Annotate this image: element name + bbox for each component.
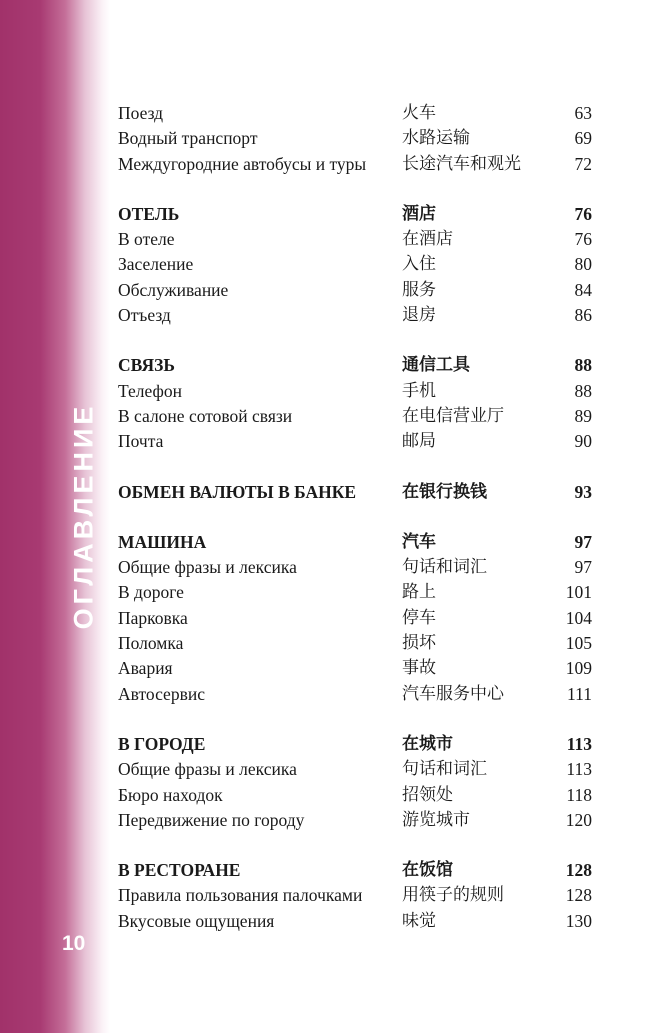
toc-chinese-title: 火车 [402,103,436,123]
toc-page-number: 76 [574,203,592,224]
toc-russian-title: Заселение [118,254,194,275]
toc-section [118,101,592,177]
toc-page-number: 109 [565,658,592,679]
toc-chinese-title: 句话和词汇 [402,759,487,780]
toc-page-number: 104 [565,607,592,628]
toc-chinese-title: 游览城市 [402,809,470,830]
toc-chinese-title: 在饭馆 [402,860,453,881]
toc-entry [118,404,592,429]
toc-russian-title: Общие фразы и лексика [118,759,297,780]
toc-russian-title: ОТЕЛЬ [118,203,180,224]
toc-chinese-title: 退房 [402,305,436,326]
toc-page-number: 93 [574,481,592,502]
toc-chinese-title: 招领处 [402,784,453,805]
toc-russian-title: Вкусовые ощущения [118,910,275,931]
toc-chinese-title: 路上 [402,582,436,603]
toc-russian-title: Междугородние автобусы и туры [118,153,367,174]
toc-page-number: 113 [566,733,592,754]
page-number: 10 [62,932,86,955]
toc-chinese-title: 水路运输 [402,128,470,149]
toc-russian-title: В дороге [118,582,184,603]
toc-entry [118,101,592,126]
toc-chinese-title: 味觉 [402,910,436,931]
toc-chinese-title: 在电信营业厅 [402,405,504,426]
toc-russian-title: СВЯЗЬ [118,355,175,376]
toc-page-number: 63 [574,103,592,123]
toc-page-number: 111 [567,683,592,704]
toc-entry [118,606,592,631]
toc-section-heading [118,480,592,505]
toc-entry [118,303,592,328]
toc-entry [118,379,592,404]
toc-page-number: 88 [574,380,592,401]
toc-page-number: 105 [565,633,592,654]
toc-russian-title: Авария [118,658,173,679]
toc-russian-title: Поезд [118,103,164,123]
toc-section [118,732,592,833]
toc-entry [118,429,592,454]
table-of-contents [118,101,592,959]
toc-entry [118,808,592,833]
toc-page-number: 76 [574,229,592,250]
toc-section [118,858,592,934]
toc-chinese-title: 通信工具 [402,355,470,376]
toc-entry [118,909,592,934]
toc-page-number: 101 [565,582,592,603]
toc-chinese-title: 用筷子的规则 [402,885,504,906]
toc-page-number: 113 [566,759,592,780]
toc-page-number: 84 [574,279,592,300]
toc-section-heading [118,732,592,757]
toc-russian-title: Общие фразы и лексика [118,557,297,578]
toc-russian-title: Водный транспорт [118,128,258,149]
toc-russian-title: В отеле [118,229,175,250]
toc-entry [118,631,592,656]
toc-chinese-title: 损坏 [402,633,436,654]
toc-russian-title: В ГОРОДЕ [118,733,206,754]
toc-page-number: 130 [565,910,592,931]
toc-chinese-title: 入住 [402,254,436,275]
toc-page-number: 120 [565,809,592,830]
toc-page-number: 89 [574,405,592,426]
toc-russian-title: Обслуживание [118,279,229,300]
toc-section [118,530,592,707]
toc-section-heading [118,858,592,883]
toc-chinese-title: 停车 [402,607,436,628]
toc-entry [118,783,592,808]
side-title: ОГЛАВЛЕНИЕ [68,402,99,630]
toc-entry [118,252,592,277]
toc-page-number: 88 [574,355,592,376]
toc-russian-title: В салоне сотовой связи [118,405,293,426]
toc-russian-title: Бюро находок [118,784,223,805]
toc-russian-title: Отъезд [118,305,171,326]
toc-russian-title: Правила пользования палочками [118,885,363,906]
toc-chinese-title: 手机 [402,380,436,401]
toc-russian-title: Передвижение по городу [118,809,305,830]
toc-chinese-title: 在酒店 [402,229,453,250]
toc-chinese-title: 酒店 [402,203,436,224]
toc-entry [118,152,592,177]
toc-page-number: 86 [574,305,592,326]
toc-page-number: 118 [566,784,592,805]
toc-section [118,202,592,328]
toc-russian-title: Автосервис [118,683,205,704]
toc-russian-title: МАШИНА [118,531,207,552]
toc-russian-title: Парковка [118,607,188,628]
toc-page-number: 128 [565,860,592,881]
toc-chinese-title: 服务 [402,279,436,300]
toc-entry [118,227,592,252]
toc-chinese-title: 长途汽车和观光 [402,153,521,174]
toc-chinese-title: 在城市 [402,733,453,754]
toc-entry [118,278,592,303]
toc-entry [118,883,592,908]
toc-chinese-title: 汽车 [402,531,436,552]
toc-entry [118,757,592,782]
toc-page-number: 97 [574,557,592,578]
toc-chinese-title: 邮局 [402,431,436,452]
toc-russian-title: Телефон [118,380,182,401]
toc-chinese-title: 在银行换钱 [402,481,487,502]
toc-russian-title: В РЕСТОРАНЕ [118,860,241,881]
toc-russian-title: Почта [118,431,164,452]
toc-chinese-title: 句话和词汇 [402,557,487,578]
toc-page-number: 72 [574,153,592,174]
toc-russian-title: ОБМЕН ВАЛЮТЫ В БАНКЕ [118,481,357,502]
toc-section [118,480,592,505]
toc-entry [118,126,592,151]
toc-page-number: 90 [574,431,592,452]
toc-chinese-title: 汽车服务中心 [402,683,504,704]
toc-chinese-title: 事故 [402,658,436,679]
toc-section-heading [118,202,592,227]
toc-page-number: 128 [565,885,592,906]
toc-page-number: 97 [574,531,592,552]
toc-entry [118,580,592,605]
toc-russian-title: Поломка [118,633,184,654]
toc-page-number: 80 [574,254,592,275]
toc-page-number: 69 [574,128,592,149]
toc-entry [118,682,592,707]
toc-entry [118,656,592,681]
toc-entry [118,555,592,580]
toc-section-heading [118,353,592,378]
toc-section-heading [118,530,592,555]
toc-section [118,353,592,454]
